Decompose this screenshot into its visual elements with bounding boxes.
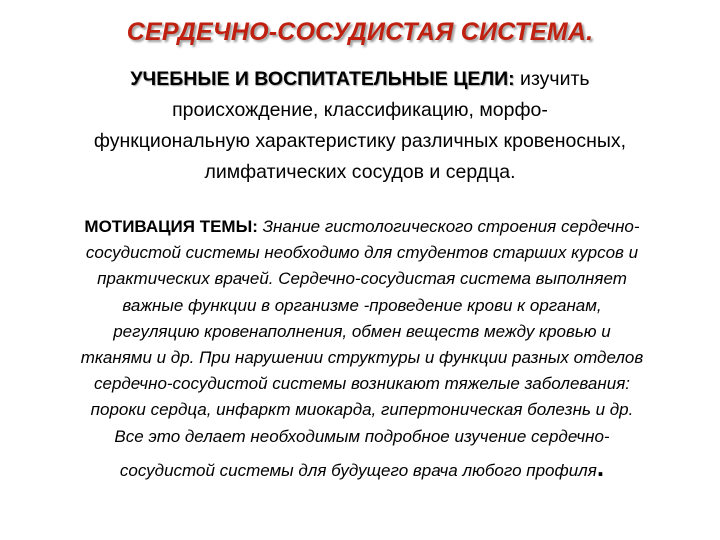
goals-line: происхождение, классификацию, морфо- (172, 99, 548, 121)
motivation-line: регуляцию кровенаполнения, обмен веществ между кровью и (113, 321, 611, 341)
goals-first-line (20, 64, 700, 95)
goals-paragraph (20, 64, 700, 188)
motivation-line: Все это делает необходимым подробное изучение сердечно- (114, 426, 610, 446)
motivation-line: сосудистой системы для будущего врача любого профиля (119, 460, 597, 480)
motivation-paragraph (18, 214, 706, 484)
motivation-line: тканями и др. При нарушении структуры и функции разных отделов (80, 348, 644, 368)
motivation-end-mark: . (596, 451, 605, 482)
motivation-line: Знание гистологического строения сердечно- (257, 217, 640, 236)
motivation-line: важные функции в организме -проведение крови к органам, (122, 295, 602, 315)
motivation-last-line (18, 451, 706, 484)
goals-line: изучить (514, 68, 590, 90)
goals-label: УЧЕБНЫЕ И ВОСПИТАТЕЛЬНЫЕ ЦЕЛИ (130, 68, 509, 90)
motivation-line: сосудистой системы необходимо для студентов старших курсов и (85, 243, 639, 263)
motivation-line: сердечно-сосудистой системы возникают тяжелые заболевания: (93, 374, 630, 394)
goals-line: лимфатических сосудов и сердца. (204, 161, 516, 183)
motivation-label: МОТИВАЦИЯ ТЕМЫ: (84, 217, 258, 236)
goals-line: функциональную характеристику различных кровеносных, (93, 130, 627, 152)
motivation-line: пороки сердца, инфаркт миокарда, гипертоническая болезнь и др. (90, 400, 634, 420)
slide-title: СЕРДЕЧНО-СОСУДИСТАЯ СИСТЕМА. (126, 18, 594, 46)
motivation-line: практических врачей. Сердечно-сосудистая система выполняет (97, 269, 627, 289)
goals-colon: : (508, 68, 515, 90)
motivation-first-line (18, 214, 706, 240)
